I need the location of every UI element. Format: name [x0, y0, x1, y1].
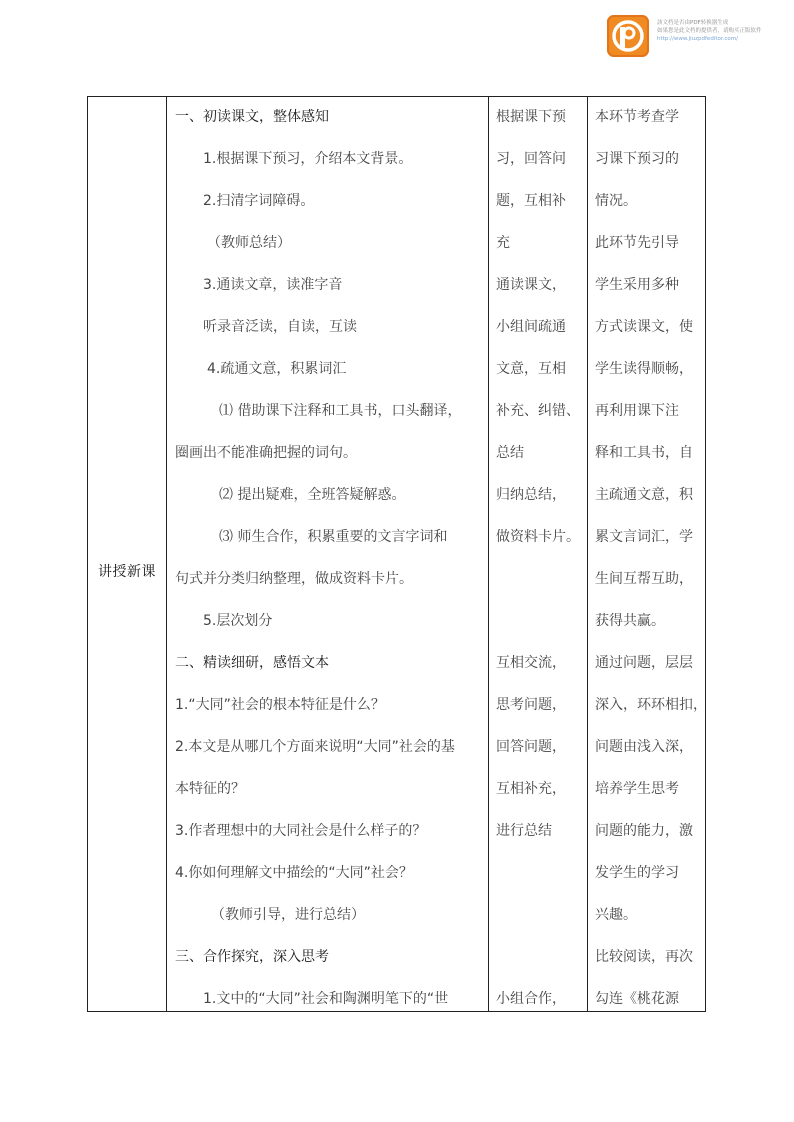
activity-line: 做资料卡片。	[496, 529, 580, 545]
intent-line: 通过问题，层层	[595, 655, 693, 671]
intent-line: 主疏通文意，积	[595, 487, 693, 503]
content-line: 听录音泛读，自读，互读	[203, 319, 357, 335]
intent-line: 发学生的学习	[595, 865, 679, 881]
content-line: 2.扫清字词障碍。	[203, 193, 315, 209]
activity-line: 文意，互相	[496, 361, 566, 377]
content-line: 5.层次划分	[203, 613, 273, 629]
content-line: 1.根据课下预习，介绍本文背景。	[203, 151, 413, 167]
pdf-logo-icon	[607, 15, 649, 57]
content-line: 一、初读课文，整体感知	[175, 109, 329, 125]
intent-line: 学生采用多种	[595, 277, 679, 293]
intent-line: 习课下预习的	[595, 151, 679, 167]
watermark-url: http://www.jiuzpdfeditor.com/	[657, 36, 738, 42]
activity-line: 补充、纠错、	[496, 403, 580, 419]
intent-line: 学生读得顺畅，	[595, 361, 693, 377]
intent-line: 兴趣。	[595, 907, 637, 923]
content-line: 2.本文是从哪几个方面来说明“大同”社会的基	[175, 739, 455, 755]
content-line: 3.作者理想中的大同社会是什么样子的？	[175, 823, 427, 839]
intent-line: 本环节考查学	[595, 109, 679, 125]
row-label-new-lesson: 讲授新课	[98, 564, 156, 580]
content-line: 二、精读细研，感悟文本	[175, 655, 329, 671]
intent-line: 生间互帮互助，	[595, 571, 693, 587]
content-line: 1.“大同”社会的根本特征是什么？	[175, 697, 385, 713]
content-line: （教师总结）	[207, 235, 291, 251]
intent-line: 比较阅读，再次	[595, 949, 693, 965]
intent-line: 获得共赢。	[595, 613, 665, 629]
content-line: 圈画出不能准确把握的词句。	[175, 445, 357, 461]
content-line: 3.通读文章，读准字音	[203, 277, 343, 293]
content-line: 句式并分类归纳整理，做成资料卡片。	[175, 571, 413, 587]
content-line: ⑴ 借助课下注释和工具书，口头翻译，	[219, 403, 462, 419]
intent-line: 方式读课文，使	[595, 319, 693, 335]
activity-line: 进行总结	[496, 823, 552, 839]
activity-line: 总结	[496, 445, 524, 461]
intent-line: 累文言词汇，学	[595, 529, 693, 545]
intent-line: 深入，环环相扣，	[595, 697, 707, 713]
activity-line: 归纳总结，	[496, 487, 566, 503]
content-line: 4.疏通文意，积累词汇	[207, 361, 347, 377]
intent-line: 再利用课下注	[595, 403, 679, 419]
intent-line: 问题由浅入深，	[595, 739, 693, 755]
content-line: 三、合作探究，深入思考	[175, 949, 329, 965]
activity-line: 小组间疏通	[496, 319, 566, 335]
activity-line: 根据课下预	[496, 109, 566, 125]
activity-line: 题，互相补	[496, 193, 566, 209]
content-line: 本特征的？	[175, 781, 245, 797]
intent-line: 情况。	[595, 193, 637, 209]
activity-line: 回答问题，	[496, 739, 566, 755]
intent-line: 勾连《桃花源	[595, 991, 679, 1007]
intent-line: 问题的能力，激	[595, 823, 693, 839]
activity-line: 通读课文，	[496, 277, 566, 293]
content-line: （教师引导，进行总结）	[211, 907, 365, 923]
activity-line: 互相补充，	[496, 781, 566, 797]
activity-line: 习，回答问	[496, 151, 566, 167]
content-line: 4.你如何理解文中描绘的“大同”社会？	[175, 865, 413, 881]
watermark-line-2: 如果您是此文档的提供者，请购买正版软件	[657, 28, 762, 34]
watermark-text	[657, 19, 762, 43]
content-line: 1.文中的“大同”社会和陶渊明笔下的“世	[203, 991, 449, 1007]
activity-line: 思考问题，	[496, 697, 566, 713]
column-divider	[587, 97, 588, 1011]
content-line: ⑶ 师生合作，积累重要的文言字词和	[219, 529, 448, 545]
intent-line: 释和工具书，自	[595, 445, 693, 461]
pdf-converter-watermark	[607, 15, 767, 57]
column-divider	[488, 97, 489, 1011]
intent-line: 培养学生思考	[595, 781, 679, 797]
activity-line: 互相交流，	[496, 655, 566, 671]
activity-line: 充	[496, 235, 510, 251]
activity-line: 小组合作，	[496, 991, 566, 1007]
watermark-line-1: 該文档是否由PDF转换器生成	[657, 20, 729, 26]
lesson-plan-table	[87, 96, 706, 1012]
column-divider	[166, 97, 167, 1011]
intent-line: 此环节先引导	[595, 235, 679, 251]
content-line: ⑵ 提出疑难，全班答疑解惑。	[219, 487, 406, 503]
